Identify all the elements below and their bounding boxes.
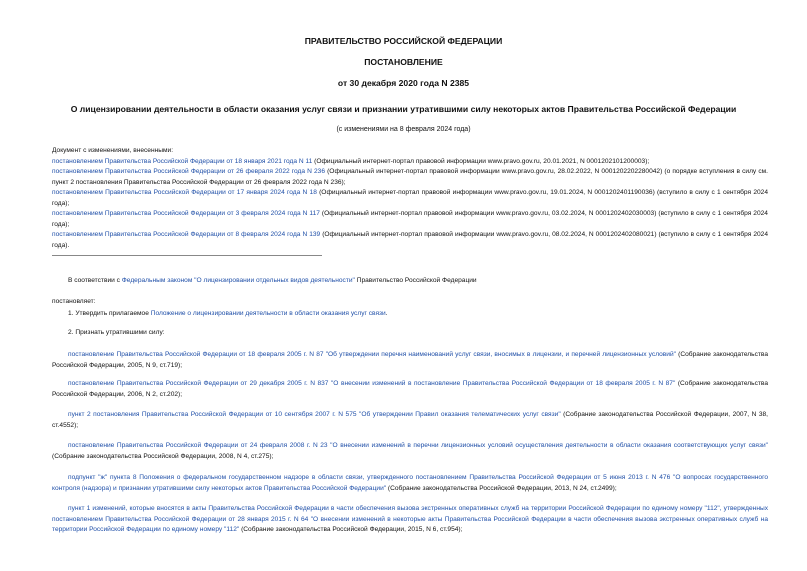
preamble-text: В соответствии с: [68, 277, 122, 284]
repealed-source: (Собрание законодательства Российской Федерации, 2005, N 9, ст.719);: [52, 351, 768, 369]
document-title: О лицензировании деятельности в области оказания услуг связи и признании утратившими силу некоторых актов Правительства Российской Федерации: [70, 104, 737, 114]
amendment-link[interactable]: постановлением Правительства Российской Федерации от 3 февраля 2024 года N 117: [52, 210, 320, 217]
repealed-act-link[interactable]: пункт 1 изменений, которые вносятся в акты Правительства Российской Федерации в части обеспечения вызова экстренных оперативных служб на территории Российской Федерации по единому номеру "112", утвержденных постановлением Правительства Российской Федерации от 28 января 2015 г. N 64 "О внесении изменений в некоторые акты Правительства Российской Федерации в части обеспечения вызова экстренных оперативных служб на территории Российской Федерации по единому номеру "112": [52, 505, 768, 533]
repealed-item: [52, 350, 768, 371]
point-2-text: 2. Признать утратившими силу:: [68, 329, 165, 336]
regulation-link[interactable]: Положение о лицензировании деятельности в области оказания услуг связи: [150, 310, 386, 317]
amendment-link[interactable]: постановлением Правительства Российской Федерации от 26 февраля 2022 года N 236: [52, 168, 326, 175]
repealed-act-link[interactable]: постановление Правительства Российской Федерации от 18 февраля 2005 г. N 87 "Об утверждении перечня наименований услуг связи, вносимых в лицензии, и перечней лицензионных условий": [68, 351, 676, 358]
repealed-item: [52, 441, 768, 462]
revision-subtitle: (с изменениями на 8 февраля 2024 года): [336, 126, 471, 133]
amendment-source: (Официальный интернет-портал правовой информации www.pravo.gov.ru, 20.01.2021, N 0001202101200003);: [312, 157, 650, 165]
amendment-link[interactable]: постановлением Правительства Российской Федерации от 17 января 2024 года N 18: [52, 189, 317, 196]
amendment-source: (Официальный интернет-портал правовой информации www.pravo.gov.ru, 28.02.2022, N 0001202202280042) (о порядке вступления в силу см. пункт 2 постановления Правительства Российской Федерации от 26 февраля 2022 года N 236);: [52, 168, 768, 186]
amendment-item: [52, 167, 768, 188]
repealed-act-link[interactable]: подпункт "ж" пункта 8 Положения о федеральном государственном надзоре в области связи, утвержденного постановлением Правительства Российской Федерации от 5 июня 2013 г. N 476 "О вопросах государственного контроля (надзора) и признании утратившими силу некоторых актов Правительства Российской Федерации": [52, 474, 768, 492]
separator-rule: [52, 255, 322, 256]
repealed-item: [52, 410, 768, 431]
government-heading: ПРАВИТЕЛЬСТВО РОССИЙСКОЙ ФЕДЕРАЦИИ: [304, 36, 503, 46]
point-1-text-end: .: [385, 310, 388, 317]
amendment-item: [52, 188, 768, 209]
amendment-item: [52, 209, 768, 230]
repealed-item: [52, 473, 768, 494]
preamble-text-end: Правительство Российской Федерации: [354, 277, 477, 284]
preamble-paragraph: [52, 276, 768, 287]
repealed-source: (Собрание законодательства Российской Федерации, 2015, N 6, ст.954);: [239, 526, 463, 533]
resolves-text: постановляет:: [52, 298, 96, 305]
amendment-link[interactable]: постановлением Правительства Российской Федерации от 18 января 2021 года N 11: [52, 157, 313, 165]
document-type-heading: ПОСТАНОВЛЕНИЕ: [364, 57, 443, 67]
amendment-source: (Официальный интернет-портал правовой информации www.pravo.gov.ru, 19.01.2024, N 0001202401190036) (вступило в силу с 1 сентября 2024 года);: [52, 189, 768, 207]
repealed-act-link[interactable]: пункт 2 постановления Правительства Российской Федерации от 10 сентября 2007 г. N 575 "Об утверждении Правил оказания телематических услуг связи": [68, 411, 561, 418]
amendment-source: (Официальный интернет-портал правовой информации www.pravo.gov.ru, 03.02.2024, N 0001202402030003) (вступило в силу с 1 сентября 2024 года);: [52, 210, 768, 228]
resolves-paragraph: [52, 297, 768, 308]
amendment-link[interactable]: постановлением Правительства Российской Федерации от 8 февраля 2024 года N 139: [52, 231, 321, 238]
repealed-source: (Собрание законодательства Российской Федерации, 2006, N 2, ст.202);: [52, 380, 768, 398]
repealed-item: [52, 504, 768, 536]
point-2-paragraph: [52, 328, 768, 339]
amendments-intro: Документ с изменениями, внесенными:: [52, 147, 174, 154]
federal-law-link[interactable]: Федеральным законом "О лицензировании отдельных видов деятельности": [121, 277, 355, 284]
amendments-block: [52, 146, 768, 251]
amendment-item: [52, 230, 768, 251]
date-number-heading: от 30 декабря 2020 года N 2385: [337, 78, 470, 88]
point-1-paragraph: [52, 309, 768, 320]
amendment-item: [52, 157, 768, 168]
repealed-source: (Собрание законодательства Российской Федерации, 2007, N 38, ст.4552);: [52, 411, 769, 429]
point-1-text: 1. Утвердить прилагаемое: [68, 310, 151, 317]
repealed-item: [52, 379, 768, 400]
amendment-source: (Официальный интернет-портал правовой информации www.pravo.gov.ru, 08.02.2024, N 0001202402080021) (вступило в силу с 1 сентября 2024 года).: [52, 231, 768, 249]
repealed-source: (Собрание законодательства Российской Федерации, 2013, N 24, ст.2499);: [386, 484, 617, 492]
repealed-act-link[interactable]: постановление Правительства Российской Федерации от 29 декабря 2005 г. N 837 "О внесении изменений в постановление Правительства Российской Федерации от 18 февраля 2005 г. N 87": [68, 380, 676, 387]
repealed-source: (Собрание законодательства Российской Федерации, 2008, N 4, ст.275);: [52, 452, 274, 460]
repealed-act-link[interactable]: постановление Правительства Российской Федерации от 24 февраля 2008 г. N 23 "О внесении изменений в перечни лицензионных условий осуществления деятельности в области оказания соответствующих услуг связи": [68, 442, 768, 449]
